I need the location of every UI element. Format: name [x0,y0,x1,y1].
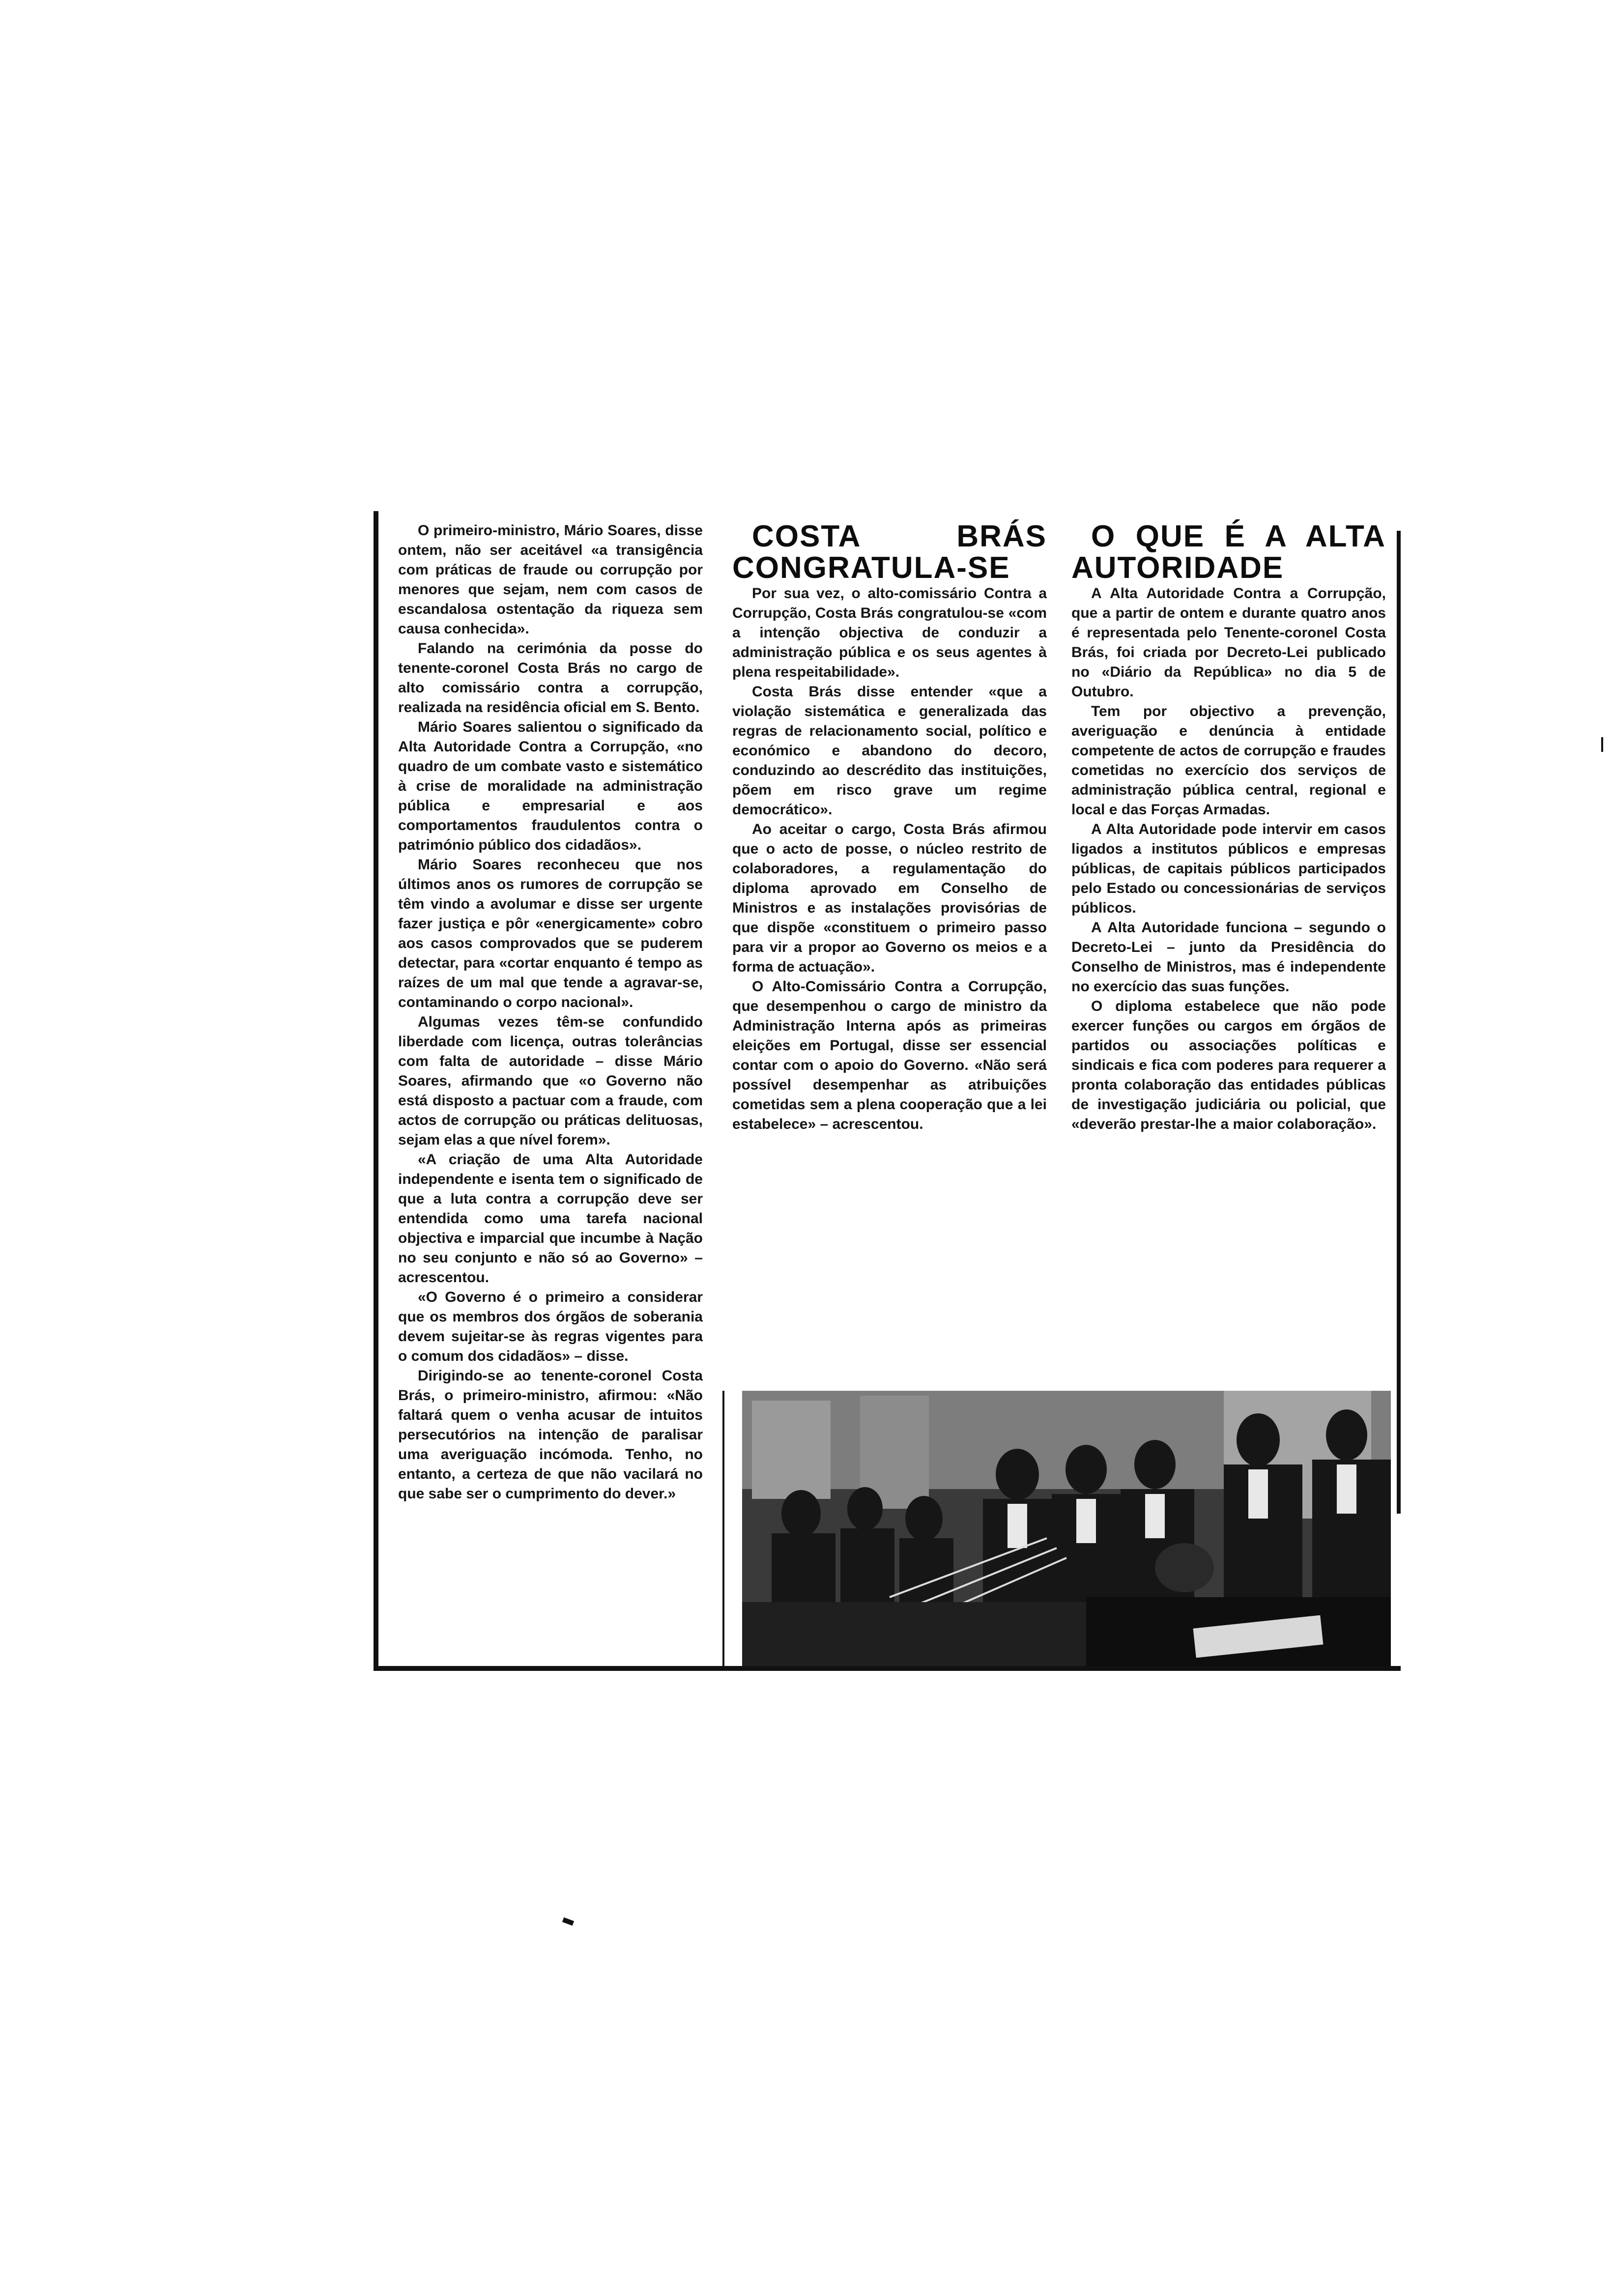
paragraph: «O Governo é o primeiro a considerar que os membros dos órgãos de soberania devem sujeitar-se às regras vigentes para o comum dos cidadãos» – disse. [398,1289,703,1364]
paragraph: Por sua vez, o alto-comissário Contra a Corrupção, Costa Brás congratulou-se «com a intenção objectiva de conduzir a administração pública e os seus agentes à plena respeitabilidade». [732,585,1047,680]
scan-speck [562,1918,574,1926]
paragraph: Tem por objectivo a prevenção, averiguação e denúncia à entidade competente de actos de corrupção e fraudes cometidas no exercício dos serviços de administração pública central, regional e local e das Forças Armadas. [1071,703,1386,818]
article-column-1 [398,521,703,1504]
paragraph: Algumas vezes têm-se confundido liberdade com licença, outras tolerâncias com falta de autoridade – disse Mário Soares, afirmando que «o Governo não está disposto a pactuar com a fraude, com actos de corrupção ou práticas delituosas, sejam elas a que nível forem». [398,1014,703,1148]
section-headline: O QUE É A ALTA AUTORIDADE [1071,519,1386,585]
paragraph: O Alto-Comissário Contra a Corrupção, que desempenhou o cargo de ministro da Administração Interna após as primeiras eleições em Portugal, disse ser essencial contar com o apoio do Governo. «Não será possível desempenhar as atribuições cometidas sem a plena cooperação que a lei estabelece» – acrescentou. [732,978,1047,1132]
paragraph: Dirigindo-se ao tenente-coronel Costa Brás, o primeiro-ministro, afirmou: «Não faltará quem o venha acusar de intuitos persecutórios na intenção de paralisar uma averiguação incómoda. Tenho, no entanto, a certeza de que não vacilará no que sabe ser o cumprimento do dever.» [398,1368,703,1502]
paragraph: O diploma estabelece que não pode exercer funções ou cargos em órgãos de partidos ou associações políticas e sindicais e fica com poderes para requerer a pronta colaboração das entidades públicas de investigação judiciária ou policial, que «deverão prestar-lhe a maior colaboração». [1071,998,1386,1132]
section-headline: COSTA BRÁS CONGRATULA-SE [732,519,1047,585]
paragraph: Mário Soares reconheceu que nos últimos anos os rumores de corrupção se têm vindo a avolumar e disse ser urgente fazer justiça e pôr «energicamente» cobro aos casos comprovados que se puderem detectar, para «cortar enquanto é tempo as raízes de um mal que tende a agravar-se, contaminando o corpo nacional». [398,857,703,1010]
paragraph: A Alta Autoridade pode intervir em casos ligados a institutos públicos e empresas públicas, de capitais públicos participados pelo Estado ou concessionárias de serviços públicos. [1071,821,1386,916]
paragraph: Mário Soares salientou o significado da Alta Autoridade Contra a Corrupção, «no quadro de um combate vasto e sistemático à crise de moralidade na administração pública e empresarial e aos comportamentos fraudulentos contra o património público dos cidadãos». [398,719,703,853]
article-column-3 [1071,521,1386,1134]
scan-speck [1601,737,1603,752]
paragraph: A Alta Autoridade funciona – segundo o Decreto-Lei – junto da Presidência do Conselho de Ministros, mas é independente no exercício das suas funções. [1071,919,1386,995]
paragraph: Ao aceitar o cargo, Costa Brás afirmou que o acto de posse, o núcleo restrito de colaboradores, a regulamentação do diploma aprovado em Conselho de Ministros e as instalações provisórias de que dispõe «constituem o primeiro passo para vir a propor ao Governo os meios e a forma de actuação». [732,821,1047,975]
paragraph: «A criação de uma Alta Autoridade independente e isenta tem o significado de que a luta contra a corrupção deve ser entendida como uma tarefa nacional objectiva e imparcial que incumbe à Nação no seu conjunto e não só ao Governo» – acrescentou. [398,1151,703,1286]
photo-ceremony-illustration [742,1391,1391,1666]
paragraph: Falando na cerimónia da posse do tenente-coronel Costa Brás no cargo de alto comissário contra a corrupção, realizada na residência oficial em S. Bento. [398,640,703,716]
column-rule [1397,531,1401,1514]
paragraph: A Alta Autoridade Contra a Corrupção, que a partir de ontem e durante quatro anos é representada pelo Tenente-coronel Costa Brás, foi criada por Decreto-Lei publicado no «Diário da República» no dia 5 de Outubro. [1071,585,1386,700]
news-photo [742,1391,1391,1666]
column-divider [722,1391,724,1666]
newspaper-clipping [374,511,1401,1671]
article-column-2 [732,521,1047,1134]
paragraph: Costa Brás disse entender «que a violação sistemática e generalizada das regras de relacionamento social, político e económico e abandono do decoro, conduzindo ao descrédito das instituições, põem em risco grave um regime democrático». [732,684,1047,818]
paragraph: O primeiro-ministro, Mário Soares, disse ontem, não ser aceitável «a transigência com práticas de fraude ou corrupção por menores que sejam, nem com casos de escandalosa ostentação da riqueza sem causa conhecida». [398,522,703,637]
